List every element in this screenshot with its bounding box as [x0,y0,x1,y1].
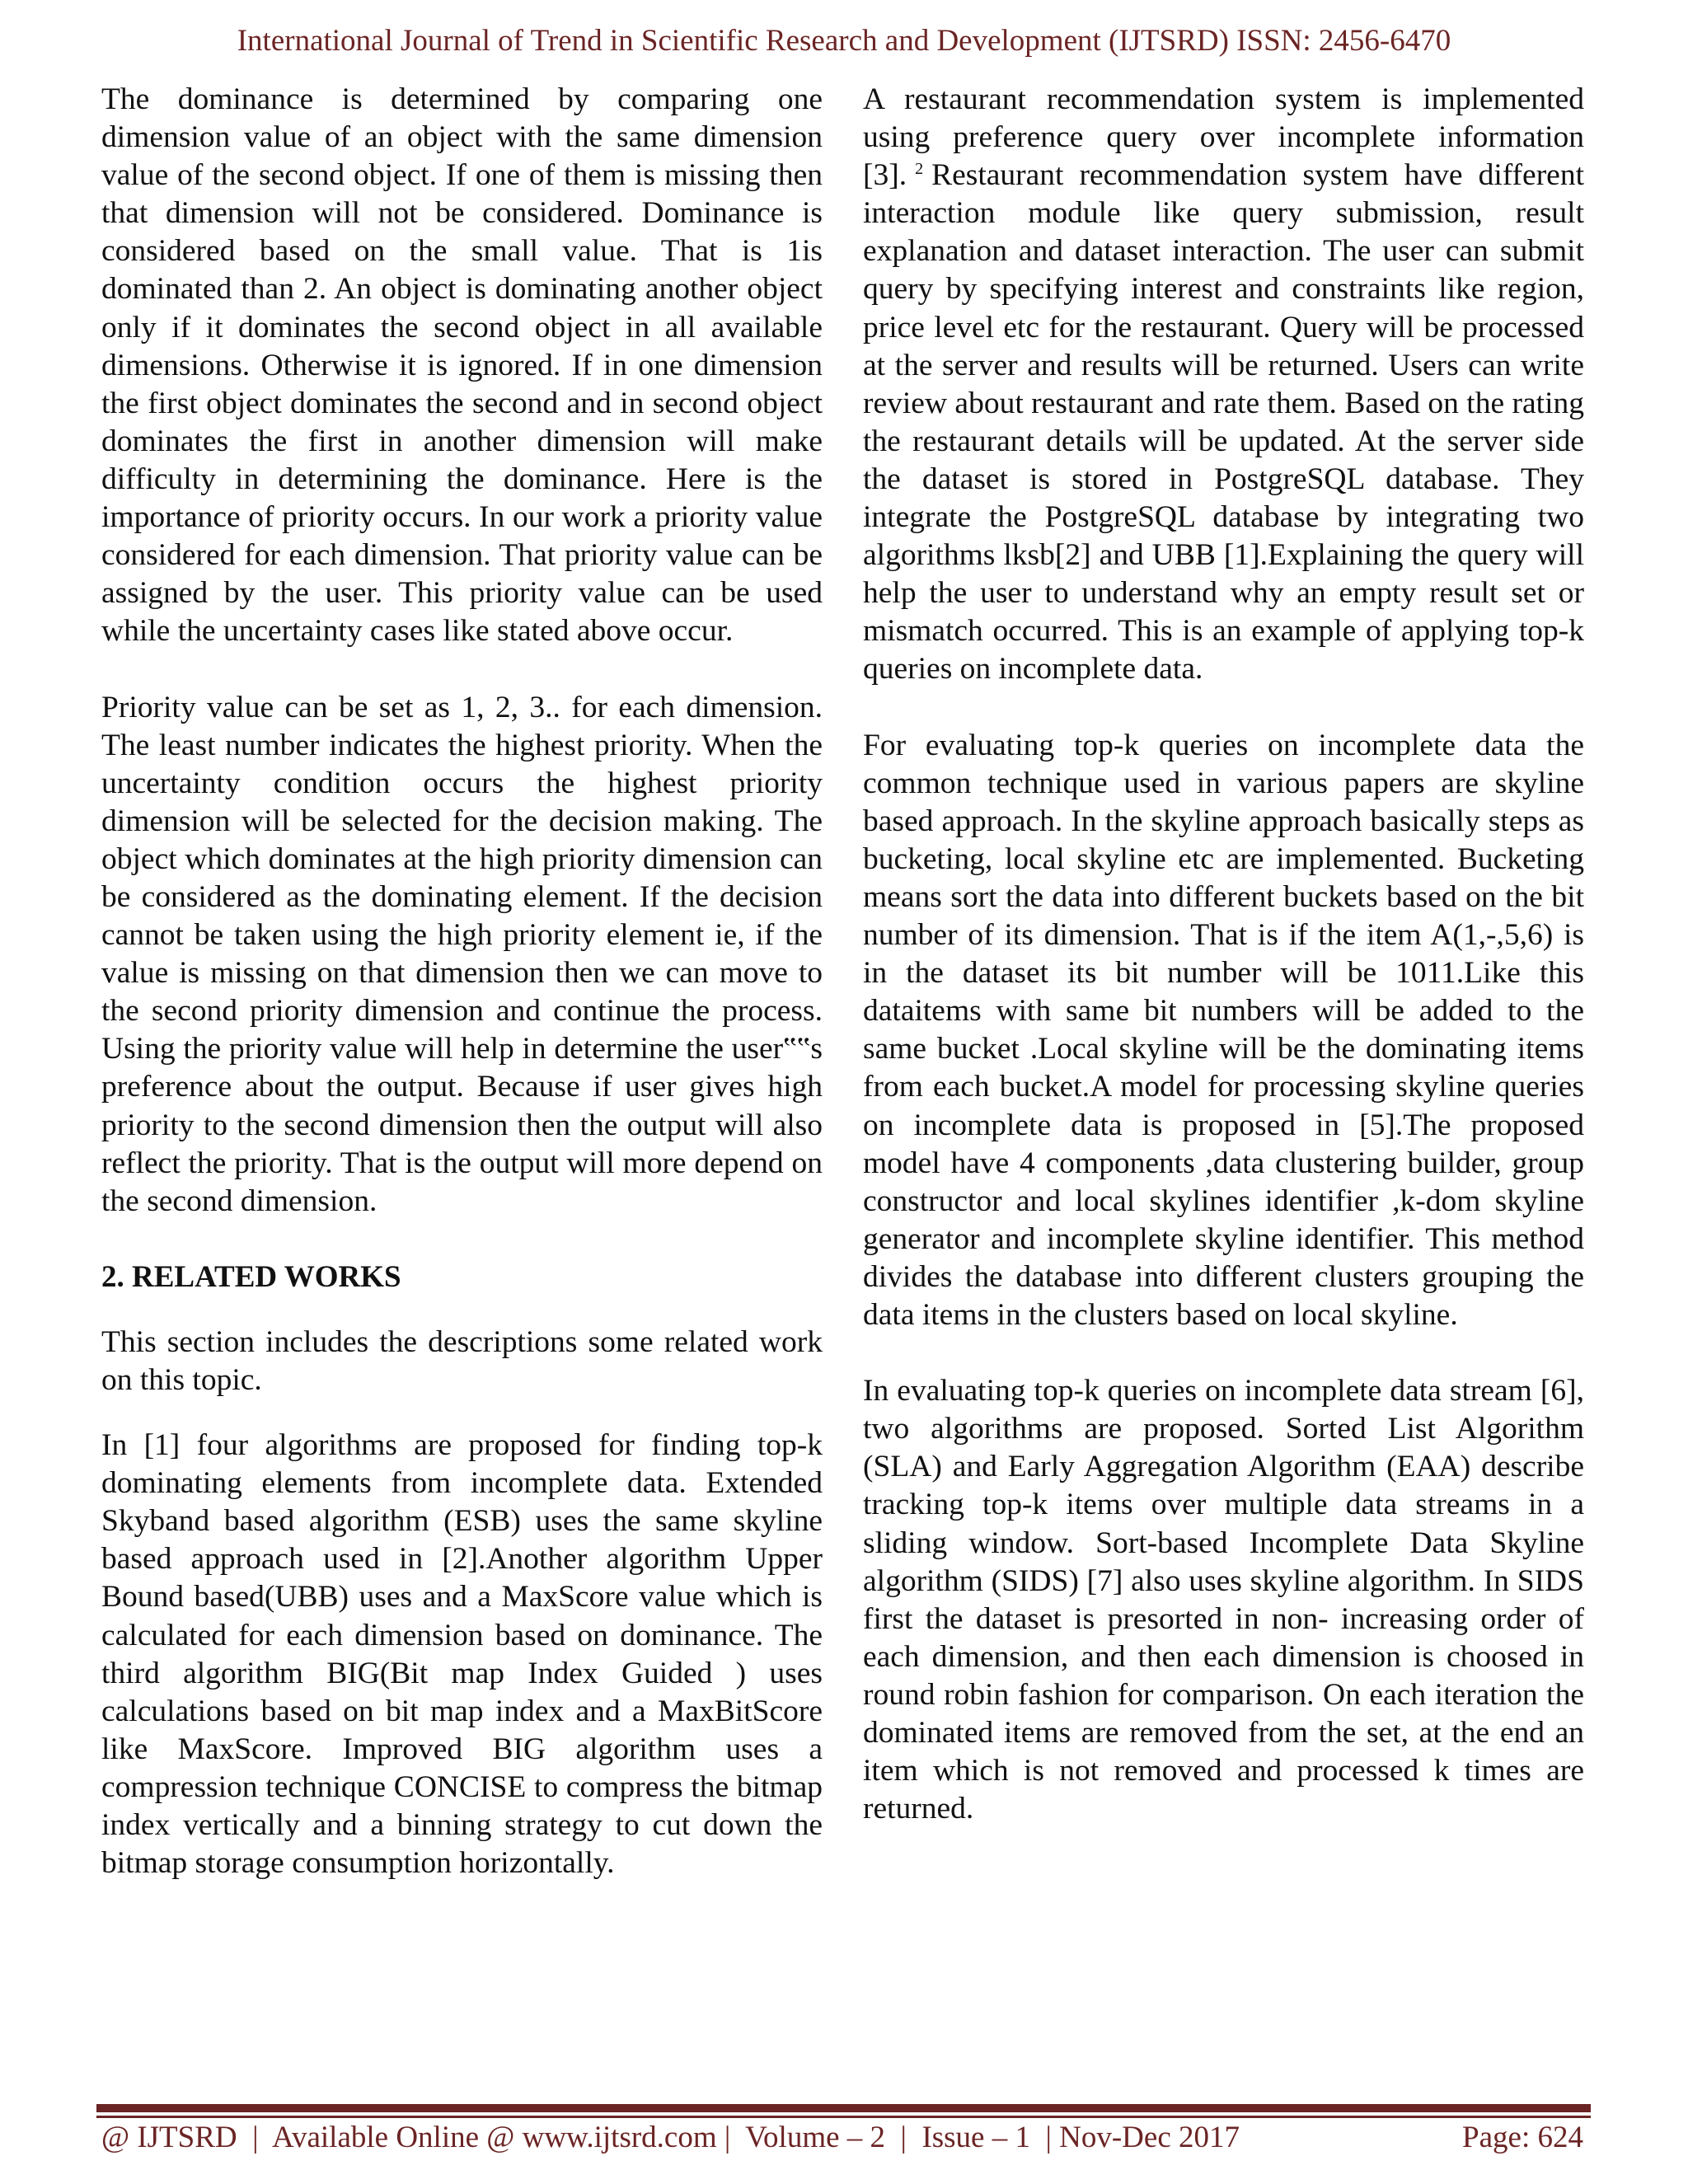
paragraph: The dominance is determined by comparing one dimension value of an object with the same dimension value of the second object. If one of them is missing then that dimension will not be considered. Dominance is considered based on the small value. That is 1is dominated than 2. An object is dominating another object only if it dominates the second object in all available dimensions. Otherwise it is ignored. If in one dimension the first object dominates the second and in second object dominates the first in another dimension will make difficulty in determining the dominance. Here is the importance of priority occurs. In our work a priority value considered for each dimension. That priority value can be assigned by the user. This priority value can be used while the uncertainty cases like stated above occur. [101,82,823,649]
page-footer [101,2120,1583,2155]
section-heading: 2. RELATED WORKS [101,1259,401,1294]
journal-header: International Journal of Trend in Scientific Research and Development (IJTSRD) ISSN: 2456-6470 [237,24,1451,58]
paragraph-text: Restaurant recommendation system have different interaction module like query submission, result explanation and dataset interaction. The user can submit query by specifying interest and constraints like region, price level etc for the restaurant. Query will be processed at the server and results will be returned. Users can write review about restaurant and rate them. Based on the rating the restaurant details will be updated. At the server side the dataset is stored in PostgreSQL database. They integrate the PostgreSQL database by integrating two algorithms lksb[2] and UBB [1].Explaining the query will help the user to understand why an empty result set or mismatch occurred. This is an example of applying top-k queries on incomplete data. [863,158,1584,687]
right-column [863,81,1584,1866]
paragraph: In [1] four algorithms are proposed for finding top-k dominating elements from incomplete data. Extended Skyband based algorithm (ESB) uses the same skyline based approach used in [2].Another algorithm Upper Bound based(UBB) uses and a MaxScore value which is calculated for each dimension based on dominance. The third algorithm BIG(Bit map Index Guided ) uses calculations based on bit map index and a MaxBitScore like MaxScore. Improved BIG algorithm uses a compression technique CONCISE to compress the bitmap index vertically and a binning strategy to cut down the bitmap storage consumption horizontally. [101,1428,823,1881]
footer-rule [96,2104,1591,2112]
page-number: Page: 624 [1462,2121,1583,2154]
paragraph [863,81,1584,689]
paragraph: For evaluating top-k queries on incomplete data the common technique used in various papers are skyline based approach. In the skyline approach basically steps as bucketing, local skyline etc are implemented. Bucketing means sort the data into different buckets based on the bit number of its dimension. That is if the item A(1,-,5,6) is in the dataset its bit number will be 1011.Like this dataitems with same bit numbers will be added to the same bucket .Local skyline will be the dominating items from each bucket.A model for processing skyline queries on incomplete data is proposed in [5].The proposed model have 4 components ,data clustering builder, group constructor and local skylines identifier ,k-dom skyline generator and incomplete skyline identifier. This method divides the database into different clusters grouping the data items in the clusters based on local skyline. [863,728,1584,1332]
paragraph: Priority value can be set as 1, 2, 3.. for each dimension. The least number indicates the highest priority. When the uncertainty condition occurs the highest priority dimension will be selected for the decision making. The object which dominates at the high priority dimension can be considered as the dominating element. If the decision cannot be taken using the high priority element ie, if the value is missing on that dimension then we can move to the second priority dimension and continue the process. Using the priority value will help in determine the user‟‟s preference about the output. Because if user gives high priority to the second dimension then the output will also reflect the priority. That is the output will more depend on the second dimension. [101,690,823,1218]
superscript: 2 [915,160,924,179]
paragraph: In evaluating top-k queries on incomplete data stream [6], two algorithms are proposed. Sorted List Algorithm (SLA) and Early Aggregation Algorithm (EAA) describe tracking top-k items over multiple data streams in a sliding window. Sort-based Incomplete Data Skyline algorithm (SIDS) [7] also uses skyline algorithm. In SIDS first the dataset is presorted in non- increasing order of each dimension, and then each dimension is choosed in round robin fashion for comparison. On each iteration the dominated items are removed from the set, at the end an item which is not removed and processed k times are returned. [863,1374,1584,1826]
left-column [101,81,823,1920]
footer-info: @ IJTSRD | Available Online @ www.ijtsrd.com | Volume – 2 | Issue – 1 | Nov-Dec 2017 [101,2121,1240,2154]
footer-rule-thin [96,2116,1591,2118]
paragraph: This section includes the descriptions some related work on this topic. [101,1324,823,1397]
paragraph-text: A restaurant recommendation system is implemented using preference query over incomplete information [3]. [863,82,1584,193]
